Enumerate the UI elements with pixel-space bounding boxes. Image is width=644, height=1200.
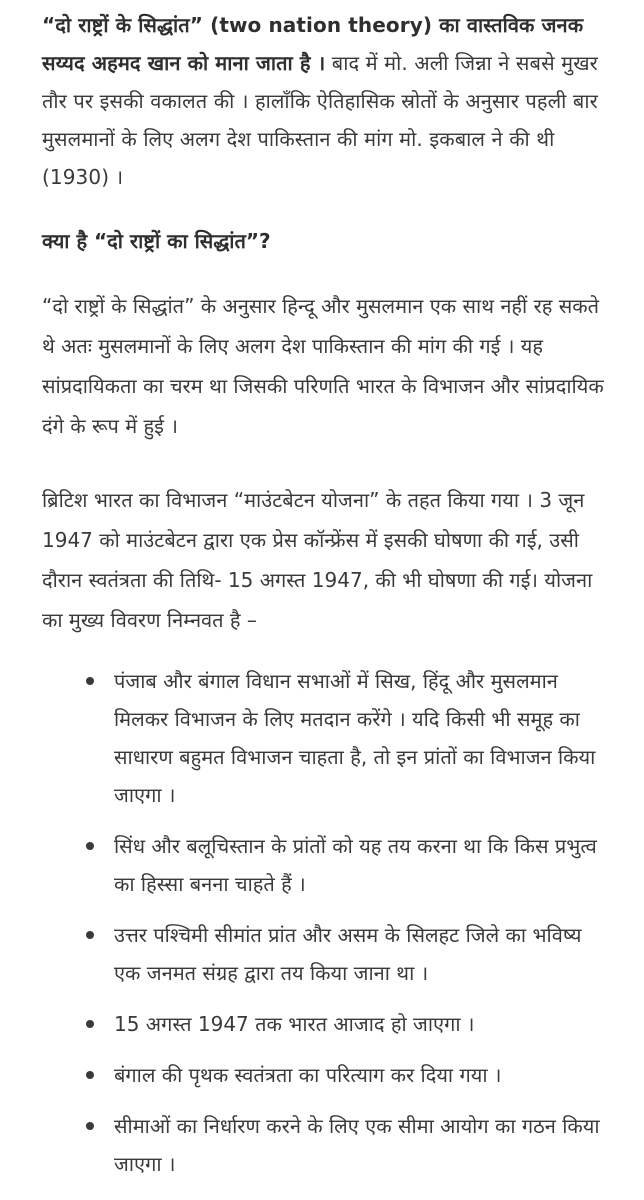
bullet-icon [86,677,94,685]
list-item [84,1005,614,1043]
list-item-text: उत्तर पश्चिमी सीमांत प्रांत और असम के सिलहट जिले का भविष्य एक जनमत संग्रह द्वारा तय किया जाना था । [114,923,582,985]
bullet-icon [86,842,94,850]
list-item [84,1056,614,1094]
bullet-icon [86,1071,94,1079]
list-item-text: बंगाल की पृथक स्वतंत्रता का परित्याग कर दिया गया । [114,1063,502,1087]
list-item-text: सिंध और बलूचिस्तान के प्रांतों को यह तय करना था कि किस प्रभुत्व का हिस्सा बनना चाहते हैं । [114,834,597,896]
list-item [84,827,614,903]
list-item [84,916,614,992]
plan-details-list [42,662,614,1183]
intro-paragraph [42,0,614,196]
list-item-text: पंजाब और बंगाल विधान सभाओं में सिख, हिंदू और मुसलमान मिलकर विभाजन के लिए मतदान करेंगे । यदि किसी भी समूह का साधारण बहुमत विभाजन चाहता है, तो इन प्रांतों का विभाजन किया जाएगा । [114,669,596,807]
list-item [84,662,614,814]
mountbatten-plan-paragraph: ब्रिटिश भारत का विभाजन “माउंटबेटन योजना” के तहत किया गया । 3 जून 1947 को माउंटबेटन द्वारा एक प्रेस कॉन्फ्रेंस में इसकी घोषणा की गई, उसी दौरान स्वतंत्रता की तिथि- 15 अगस्त 1947, की भी घोषणा की गई। योजना का मुख्य विवरण निम्नवत है – [42,488,593,632]
bullet-icon [86,1020,94,1028]
intro-bold-text: “दो राष्ट्रों के सिद्धांत” (two nation theory) का वास्तविक जनक सय्यद अहमद खान को माना जाता है । [42,13,584,75]
section-heading: क्या है “दो राष्ट्रों का सिद्धांत”? [42,229,271,253]
bullet-icon [86,931,94,939]
theory-paragraph: “दो राष्ट्रों के सिद्धांत” के अनुसार हिन्दू और मुसलमान एक साथ नहीं रह सकते थे अतः मुसलमानों के लिए अलग देश पाकिस्तान की मांग की गई । यह सांप्रदायिकता का चरम था जिसकी परिणति भारत के विभाजन और सांप्रदायिक दंगे के रूप में हुई । [42,294,604,438]
intro-rest-text: बाद में मो. अली जिन्ना ने सबसे मुखर तौर पर इसकी वकालत की । हालाँकि ऐतिहासिक स्रोतों के अनुसार पहली बार मुसलमानों के लिए अलग देश पाकिस्तान की मांग मो. इकबाल ने की थी (1930) । [42,51,598,189]
list-item-text: सीमाओं का निर्धारण करने के लिए एक सीमा आयोग का गठन किया जाएगा । [114,1114,600,1176]
list-item-text: 15 अगस्त 1947 तक भारत आजाद हो जाएगा । [114,1012,475,1036]
bullet-icon [86,1122,94,1130]
list-item [84,1107,614,1183]
